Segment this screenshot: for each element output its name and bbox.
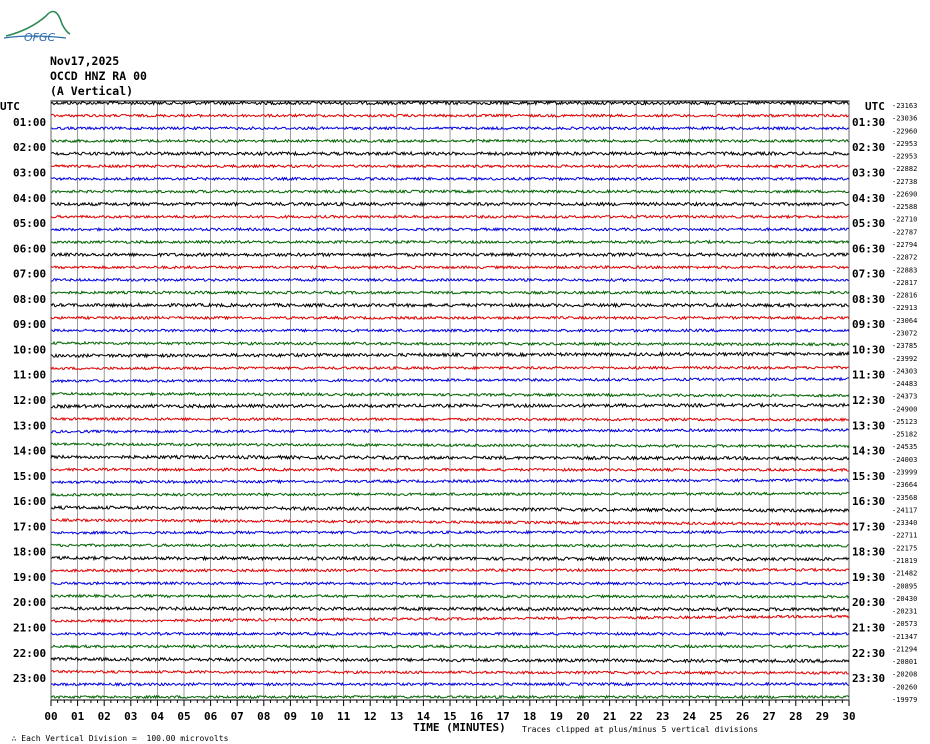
trace-offset-label: -22953 bbox=[892, 139, 918, 148]
left-time-label: 14:00 bbox=[13, 444, 47, 458]
right-time-label: 22:30 bbox=[852, 646, 886, 660]
trace-offset-label: -23064 bbox=[892, 316, 918, 325]
right-time-label: 20:30 bbox=[852, 596, 886, 610]
x-tick-label: 22 bbox=[629, 710, 643, 723]
header-station: OCCD HNZ RA 00 bbox=[50, 69, 147, 83]
trace-offset-label: -20430 bbox=[892, 594, 918, 603]
x-tick-label: 08 bbox=[257, 710, 271, 723]
left-time-label: 09:00 bbox=[13, 318, 47, 332]
trace-offset-label: -22913 bbox=[892, 304, 918, 313]
clip-note: Traces clipped at plus/minus 5 vertical divisions bbox=[522, 725, 759, 734]
left-time-label: 02:00 bbox=[13, 141, 47, 155]
trace-offset-label: -23999 bbox=[892, 468, 918, 477]
trace-offset-label: -23785 bbox=[892, 342, 918, 351]
right-time-label: 11:30 bbox=[852, 368, 886, 382]
trace-offset-label: -21819 bbox=[892, 556, 918, 565]
trace-offset-label: -20895 bbox=[892, 582, 918, 591]
trace-offset-label: -22872 bbox=[892, 253, 918, 262]
left-time-label: 18:00 bbox=[13, 545, 47, 559]
x-tick-label: 30 bbox=[842, 710, 856, 723]
left-time-label: 11:00 bbox=[13, 368, 47, 382]
left-time-label: 04:00 bbox=[13, 191, 47, 205]
left-axis-title: UTC bbox=[0, 100, 20, 113]
trace-offset-label: -22738 bbox=[892, 177, 918, 186]
trace-offset-label: -20573 bbox=[892, 620, 918, 629]
right-time-label: 06:30 bbox=[852, 242, 886, 256]
trace-offset-label: -20801 bbox=[892, 658, 918, 667]
x-tick-label: 14 bbox=[416, 710, 431, 723]
right-time-label: 16:30 bbox=[852, 495, 886, 509]
right-axis-title: UTC bbox=[865, 100, 885, 113]
left-time-label: 06:00 bbox=[13, 242, 47, 256]
x-tick-label: 18 bbox=[523, 710, 537, 723]
trace-offset-label: -19979 bbox=[892, 696, 918, 704]
right-time-label: 18:30 bbox=[852, 545, 886, 559]
trace-offset-label: -23340 bbox=[892, 519, 918, 528]
left-time-label: 16:00 bbox=[13, 495, 47, 509]
x-tick-label: 25 bbox=[709, 710, 723, 723]
right-time-label: 12:30 bbox=[852, 394, 886, 407]
x-tick-label: 26 bbox=[735, 710, 750, 723]
trace-offset-label: -22960 bbox=[892, 127, 918, 136]
x-tick-label: 03 bbox=[124, 710, 138, 723]
trace-offset-label: -24483 bbox=[892, 380, 918, 389]
trace-offset-label: -21482 bbox=[892, 569, 918, 578]
x-tick-label: 20 bbox=[576, 710, 590, 723]
x-tick-label: 05 bbox=[177, 710, 191, 723]
x-tick-label: 11 bbox=[336, 710, 351, 723]
left-time-label: 05:00 bbox=[13, 217, 47, 231]
trace-offset-label: -22175 bbox=[892, 544, 918, 553]
trace-offset-label: -24535 bbox=[892, 443, 918, 452]
trace-offset-label: -23664 bbox=[892, 481, 918, 490]
x-tick-label: 01 bbox=[70, 710, 85, 723]
x-tick-label: 06 bbox=[203, 710, 218, 723]
x-tick-label: 27 bbox=[762, 710, 776, 723]
right-time-label: 05:30 bbox=[852, 217, 886, 231]
right-time-label: 03:30 bbox=[852, 166, 886, 180]
x-tick-label: 24 bbox=[682, 710, 697, 723]
left-time-label: 23:00 bbox=[13, 672, 47, 686]
right-time-label: 07:30 bbox=[852, 267, 886, 281]
trace-offset-label: -22690 bbox=[892, 190, 918, 199]
scale-note bbox=[2, 725, 228, 743]
trace-offset-label: -22953 bbox=[892, 152, 918, 161]
x-tick-label: 21 bbox=[602, 710, 617, 723]
trace-offset-label: -24117 bbox=[892, 506, 918, 515]
left-time-label: 20:00 bbox=[13, 596, 47, 610]
trace-offset-label: -24003 bbox=[892, 455, 918, 464]
x-tick-label: 13 bbox=[390, 710, 404, 723]
right-time-label: 02:30 bbox=[852, 141, 886, 155]
right-time-label: 15:30 bbox=[852, 469, 886, 483]
left-time-label: 07:00 bbox=[13, 267, 47, 281]
trace-offset-label: -23163 bbox=[892, 102, 918, 110]
scale-note-icon: ∴ bbox=[11, 734, 22, 743]
right-time-label: 01:30 bbox=[852, 115, 886, 129]
x-tick-label: 09 bbox=[283, 710, 298, 723]
x-tick-label: 15 bbox=[443, 710, 457, 723]
x-tick-label: 23 bbox=[656, 710, 670, 723]
right-time-label: 21:30 bbox=[852, 621, 886, 635]
trace-offset-label: -21347 bbox=[892, 632, 918, 641]
right-time-label: 04:30 bbox=[852, 191, 886, 205]
trace-offset-label: -22816 bbox=[892, 291, 918, 300]
left-time-label: 22:00 bbox=[13, 646, 47, 660]
trace-offset-label: -22882 bbox=[892, 165, 918, 174]
header-date: Nov17,2025 bbox=[50, 54, 120, 68]
header-component: (A Vertical) bbox=[50, 84, 134, 98]
x-axis-title: TIME (MINUTES) bbox=[413, 721, 506, 734]
right-time-label: 09:30 bbox=[852, 318, 886, 332]
x-tick-label: 00 bbox=[44, 710, 58, 723]
logo-text: OFGC bbox=[24, 31, 56, 44]
right-time-label: 10:30 bbox=[852, 343, 886, 357]
trace-offset-label: -22710 bbox=[892, 215, 918, 224]
right-time-label: 17:30 bbox=[852, 520, 886, 534]
x-tick-label: 12 bbox=[363, 710, 377, 723]
x-tick-label: 04 bbox=[150, 710, 165, 723]
trace-offset-label: -24900 bbox=[892, 405, 918, 414]
trace-offset-label: -24373 bbox=[892, 392, 918, 401]
left-time-label: 08:00 bbox=[13, 292, 47, 306]
x-tick-label: 29 bbox=[815, 710, 830, 723]
right-time-label: 23:30 bbox=[852, 672, 886, 686]
trace-offset-label: -20231 bbox=[892, 607, 918, 616]
left-time-label: 21:00 bbox=[13, 621, 47, 635]
x-tick-label: 16 bbox=[469, 710, 484, 723]
x-tick-label: 28 bbox=[789, 710, 803, 723]
x-tick-label: 19 bbox=[549, 710, 564, 723]
trace-offset-label: -24303 bbox=[892, 367, 918, 376]
right-time-label: 19:30 bbox=[852, 570, 886, 584]
right-time-label: 13:30 bbox=[852, 419, 886, 433]
trace-offset-label: -25123 bbox=[892, 417, 918, 426]
x-tick-label: 17 bbox=[496, 710, 510, 723]
left-time-label: 13:00 bbox=[13, 419, 47, 433]
scale-note-text: Each Vertical Division = 100.00 microvolts bbox=[21, 734, 229, 743]
left-time-label: 01:00 bbox=[13, 115, 47, 129]
trace-offset-label: -22794 bbox=[892, 241, 918, 250]
trace-offset-label: -22787 bbox=[892, 228, 918, 237]
trace-offset-label: -23036 bbox=[892, 114, 918, 123]
left-time-label: 19:00 bbox=[13, 570, 47, 584]
left-time-label: 10:00 bbox=[13, 343, 47, 357]
trace-offset-label: -23992 bbox=[892, 354, 918, 363]
x-tick-label: 02 bbox=[97, 710, 111, 723]
trace-offset-label: -22588 bbox=[892, 203, 918, 212]
right-time-label: 14:30 bbox=[852, 444, 886, 458]
trace-offset-label: -23072 bbox=[892, 329, 918, 338]
left-time-label: 17:00 bbox=[13, 520, 47, 534]
trace-offset-label: -23568 bbox=[892, 493, 918, 502]
trace-offset-label: -20208 bbox=[892, 670, 918, 679]
left-time-label: 12:00 bbox=[13, 394, 47, 407]
right-time-label: 08:30 bbox=[852, 292, 886, 306]
x-tick-label: 10 bbox=[310, 710, 324, 723]
trace-offset-label: -22883 bbox=[892, 266, 918, 275]
x-tick-label: 07 bbox=[230, 710, 244, 723]
left-time-label: 15:00 bbox=[13, 469, 47, 483]
trace-offset-label: -22711 bbox=[892, 531, 918, 540]
trace-offset-label: -25182 bbox=[892, 430, 918, 439]
left-time-label: 03:00 bbox=[13, 166, 47, 180]
trace-offset-label: -22817 bbox=[892, 278, 918, 287]
trace-offset-label: -21294 bbox=[892, 645, 918, 654]
trace-offset-label: -20260 bbox=[892, 683, 918, 692]
